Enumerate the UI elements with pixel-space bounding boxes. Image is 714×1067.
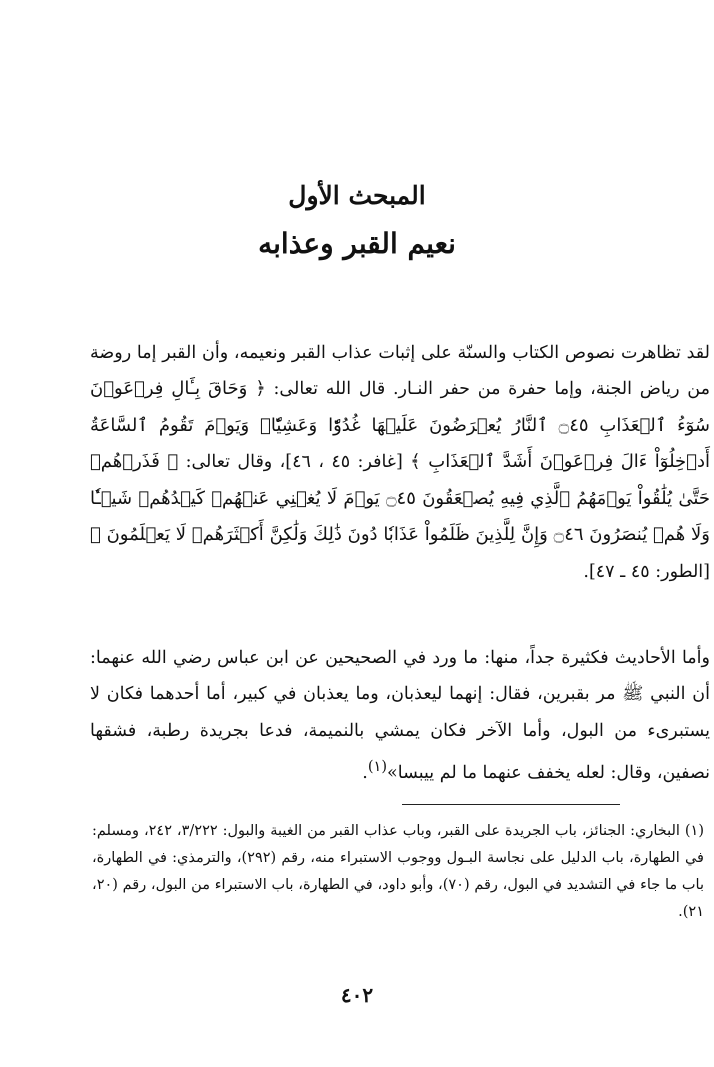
page-number: ٤٠٢ xyxy=(340,983,374,1007)
verse-reference-ghafir: [غافر: ٤٥ ، ٤٦]، xyxy=(279,452,403,473)
section-title: نعيم القبر وعذابه xyxy=(258,227,456,260)
footnote-text: البخاري: الجنائز، باب الجريدة على القبر، وباب عذاب القبر من الغيبة والبول: ٣/٢٢٢، ٢٤٢، ومسلم: في الطهارة، باب الدليل على نجاسة البـول ووجوب الاستبراء منه، رقم (٢٩٢)، والترمذي: في الطهارة، باب ما جاء في التشديد في البول، رقم (٧٠)، وأبو داود، في الطهارة، باب الاستبراء من البول، رقم (٢٠، ٢١). xyxy=(92,823,704,920)
footnote-number: (١) xyxy=(684,823,704,839)
hadith-paragraph xyxy=(90,640,710,792)
hadith-end: . xyxy=(362,763,368,784)
quran-verse-tur: ﴿ فَذَرۡهُمۡ حَتَّىٰ يُلَٰقُواْ يَوۡمَهُمُ ٱلَّذِي فِيهِ يُصۡعَقُونَ ۝٤٥ يَوۡمَ لَا يُغۡنِي عَنۡهُمۡ كَيۡدُهُمۡ شَيۡـٔٗا وَلَا هُمۡ يُنصَرُونَ ۝٤٦ وَإِنَّ لِلَّذِينَ ظَلَمُواْ عَذَابٗا دُونَ ذَٰلِكَ وَلَٰكِنَّ أَكۡثَرَهُمۡ لَا يَعۡلَمُونَ ﴾ xyxy=(90,451,710,546)
intro-paragraph xyxy=(90,335,710,591)
footnote-marker[interactable]: (١) xyxy=(367,758,388,776)
footnote xyxy=(92,818,704,926)
connector-text: وقال تعالى: xyxy=(185,452,273,473)
verse-reference-tur: [الطور: ٤٥ ـ ٤٧]. xyxy=(583,562,710,583)
hadith-text: وأما الأحاديث فكثيرة جداً، منها: ما ورد في الصحيحين عن ابن عباس رضي الله عنهما: أن النبي ﷺ مر بقبرين، فقال: إنهما ليعذبان، وما يعذبان في كبير، أما أحدهما فكان لا يستبرىء من البول، وأما الآخر فكان يمشي بالنميمة، فدعا بجريدة رطبة، فشقها نصفين، وقال: لعله يخفف عنهما ما لم ييبسا» xyxy=(90,647,710,784)
footnote-divider xyxy=(402,804,620,805)
intro-text: لقد تظاهرت نصوص الكتاب والسنّة على إثبات عذاب القبر ونعيمه، وأن القبر إما روضة من رياض الجنة، وإما حفرة من حفر النـار. قال الله تعالى: xyxy=(90,342,710,400)
chapter-heading: المبحث الأول xyxy=(288,181,426,210)
quran-verse-ghafir: ﴿ وَحَاقَ بِـَٔالِ فِرۡعَوۡنَ سُوٓءُ ٱلۡعَذَابِ ۝٤٥ ٱلنَّارُ يُعۡرَضُونَ عَلَيۡهَا غُدُوّٗا وَعَشِيّٗاۚ وَيَوۡمَ تَقُومُ ٱلسَّاعَةُ أَدۡخِلُوٓاْ ءَالَ فِرۡعَوۡنَ أَشَدَّ ٱلۡعَذَابِ ﴾ xyxy=(90,378,710,473)
